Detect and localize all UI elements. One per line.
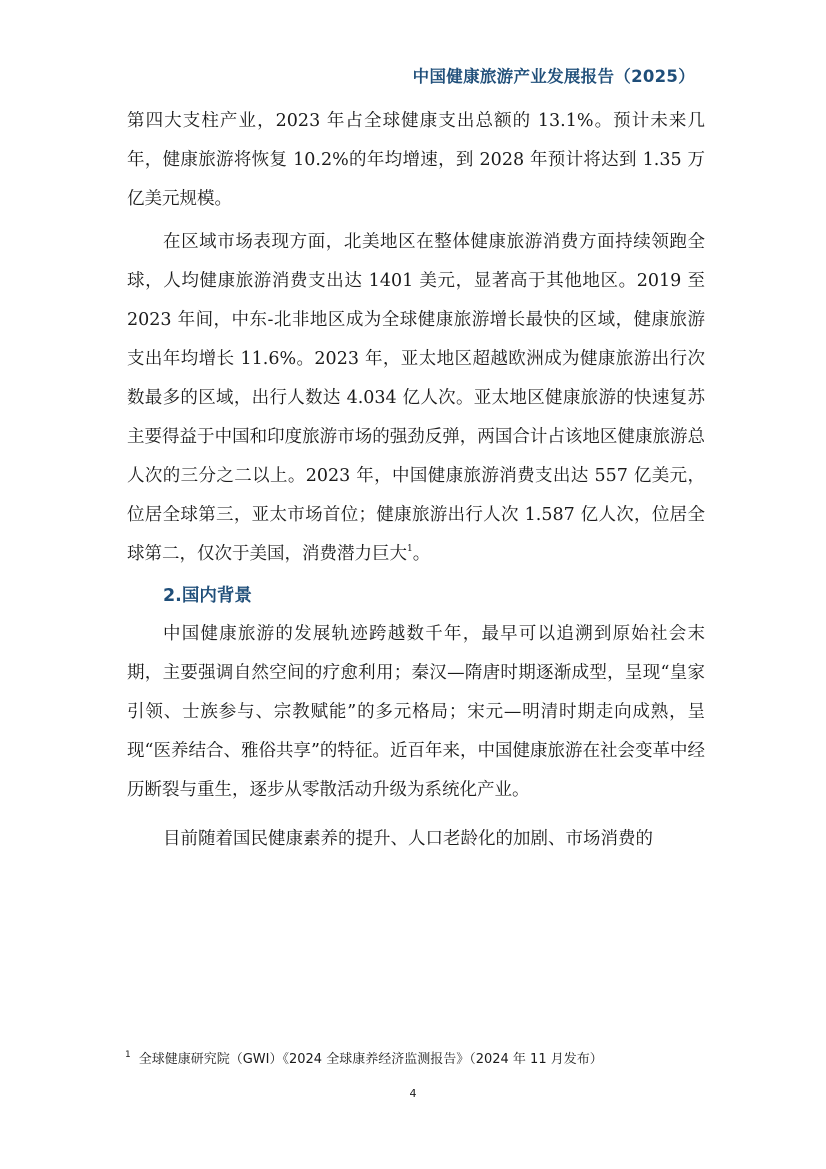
- body-text: [127, 102, 705, 859]
- paragraph-regional-market-text: 在区域市场表现方面，北美地区在整体健康旅游消费方面持续领跑全球，人均健康旅游消费支出达 1401 美元，显著高于其他地区。2019 至 2023 年间，中东-北非地区成为全球健康旅游增长最快的区域，健康旅游支出年均增长 11.6%。2023 年，亚太地区超越欧洲成为健康旅游出行次数最多的区域，出行人数达 4.034 亿人次。亚太地区健康旅游的快速复苏主要得益于中国和印度旅游市场的强劲反弹，两国合计占该地区健康旅游总人次的三分之二以上。2023 年，中国健康旅游消费支出达 557 亿美元，位居全球第三，亚太市场首位；健康旅游出行人次 1.587 亿人次，位居全球第二，仅次于美国，消费潜力巨大: [127, 232, 705, 564]
- paragraph-regional-market: [127, 223, 705, 574]
- footnote-mark: 1: [125, 1050, 131, 1060]
- paragraph-current-trends: 目前随着国民健康素养的提升、人口老龄化的加剧、市场消费的: [163, 829, 653, 849]
- running-header-title: 中国健康旅游产业发展报告（2025）: [412, 67, 695, 86]
- section-heading-domestic-background: 2.国内背景: [163, 586, 252, 606]
- paragraph-domestic-history: 中国健康旅游的发展轨迹跨越数千年，最早可以追溯到原始社会末期，主要强调自然空间的疗愈利用；秦汉—隋唐时期逐渐成型，呈现“皇家引领、士族参与、宗教赋能”的多元格局；宋元—明清时期走向成熟，呈现“医养结合、雅俗共享”的特征。近百年来，中国健康旅游在社会变革中经历断裂与重生，逐步从零散活动升级为系统化产业。: [127, 624, 705, 800]
- page-number: 4: [409, 1087, 417, 1100]
- footnote: [125, 1048, 603, 1067]
- paragraph-continuation: 第四大支柱产业，2023 年占全球健康支出总额的 13.1%。预计未来几年，健康旅游将恢复 10.2%的年均增速，到 2028 年预计将达到 1.35 万亿美元规模。: [127, 111, 705, 209]
- footnote-text: 全球健康研究院（GWI）《2024 全球康养经济监测报告》（2024 年 11 月发布）: [138, 1052, 603, 1067]
- paragraph-regional-market-end: 。: [412, 544, 431, 564]
- footnote-reference[interactable]: 1: [407, 544, 413, 554]
